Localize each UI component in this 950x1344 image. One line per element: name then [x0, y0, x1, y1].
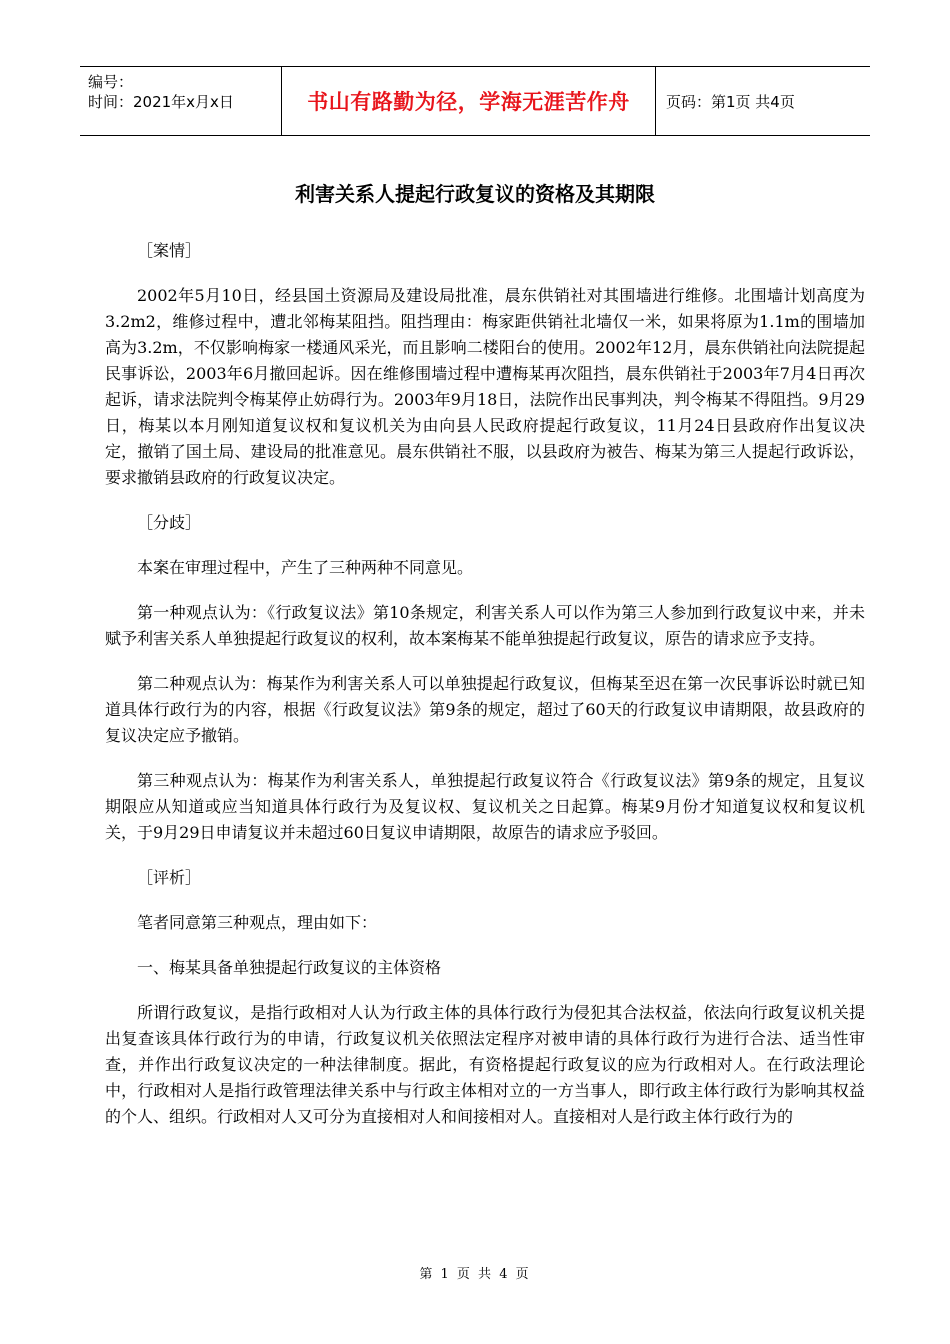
document-title: 利害关系人提起行政复议的资格及其期限	[295, 182, 655, 206]
paragraph: 笔者同意第三种观点，理由如下：	[137, 913, 378, 932]
paragraph: 第一种观点认为：《行政复议法》第10条规定，利害关系人可以作为第三人参加到行政复议中来，并未赋予利害关系人单独提起行政复议的权利，故本案梅某不能单独提起行政复议，原告的请求应予支持。	[105, 603, 865, 648]
paragraph: 本案在审理过程中，产生了三种两种不同意见。	[137, 558, 474, 577]
document-body	[105, 238, 865, 1149]
section-heading-analysis: ［评析］	[137, 868, 202, 887]
header-meta	[80, 67, 281, 135]
section-heading-case: ［案情］	[137, 241, 202, 260]
header-page-info: 页码：第1页 共4页	[666, 92, 795, 111]
paragraph: 2002年5月10日，经县国土资源局及建设局批准，晨东供销社对其围墙进行维修。北围墙计划高度为3.2m2，维修过程中，遭北邻梅某阻挡。阻挡理由：梅家距供销社北墙仅一米，如果将原为1.1m的围墙加高为3.2m，不仅影响梅家一楼通风采光，而且影响二楼阳台的使用。2002年12月，晨东供销社向法院提起民事诉讼，2003年6月撤回起诉。因在维修围墙过程中遭梅某再次阻挡，晨东供销社于2003年7月4日再次起诉，请求法院判令梅某停止妨碍行为。2003年9月18日，法院作出民事判决，判令梅某不得阻挡。9月29日，梅某以本月刚知道复议权和复议机关为由向县人民政府提起行政复议，11月24日县政府作出复议决定，撤销了国土局、建设局的批准意见。晨东供销社不服，以县政府为被告、梅某为第三人提起行政诉讼，要求撤销县政府的行政复议决定。	[105, 286, 865, 487]
paragraph: 第二种观点认为：梅某作为利害关系人可以单独提起行政复议，但梅某至迟在第一次民事诉讼时就已知道具体行政行为的内容，根据《行政复议法》第9条的规定，超过了60天的行政复议申请期限，故县政府的复议决定应予撤销。	[105, 674, 865, 745]
paragraph: 第三种观点认为：梅某作为利害关系人，单独提起行政复议符合《行政复议法》第9条的规定，且复议期限应从知道或应当知道具体行政行为及复议权、复议机关之日起算。梅某9月份才知道复议权和复议机关，于9月29日申请复议并未超过60日复议申请期限，故原告的请求应予驳回。	[105, 771, 865, 842]
paragraph: 所谓行政复议，是指行政相对人认为行政主体的具体行政行为侵犯其合法权益，依法向行政复议机关提出复查该具体行政行为的申请，行政复议机关依照法定程序对被申请的具体行政行为进行合法、适当性审查，并作出行政复议决定的一种法律制度。据此，有资格提起行政复议的应为行政相对人。在行政法理论中，行政相对人是指行政管理法律关系中与行政主体相对立的一方当事人，即行政主体行政行为影响其权益的个人、组织。行政相对人又可分为直接相对人和间接相对人。直接相对人是行政主体行政行为的	[105, 1003, 865, 1126]
number-label: 编号：	[88, 73, 134, 91]
section-heading-dispute: ［分歧］	[137, 513, 202, 532]
header-motto: 书山有路勤为径，学海无涯苦作舟	[281, 67, 656, 135]
page-footer: 第 1 页 共 4 页	[419, 1267, 531, 1282]
subheading: 一、梅某具备单独提起行政复议的主体资格	[137, 958, 442, 977]
document-header	[80, 66, 870, 136]
date-label: 时间：2021年x月x日	[88, 93, 234, 111]
